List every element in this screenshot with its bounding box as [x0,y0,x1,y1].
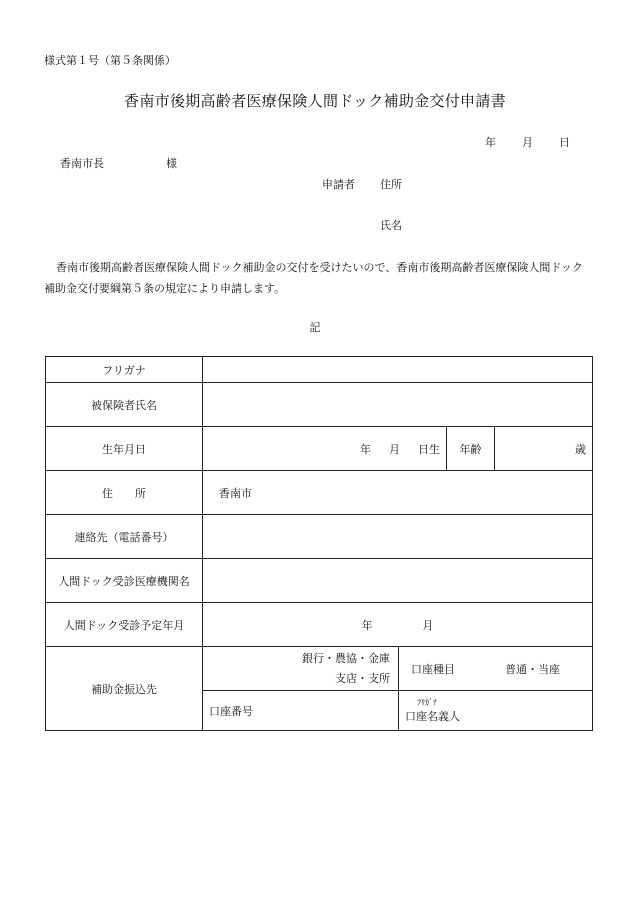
bank-types: 銀行・農協・金庫 [302,651,390,665]
ki-heading: 記 [309,321,321,334]
address-field[interactable] [203,471,593,515]
account-holder-label: 口座名義人 [405,709,460,723]
exam-field[interactable] [203,603,593,647]
dob-day: 日生 [418,442,440,456]
furigana-row [46,357,593,383]
exam-month: 月 [422,618,434,632]
dob-field[interactable] [203,427,447,471]
account-number-field[interactable] [203,691,399,731]
account-type-label: 口座種目 [411,662,455,676]
age-field[interactable] [495,427,593,471]
date-day: 日 [559,136,570,149]
date-year: 年 [485,136,496,149]
applicant-label: 申請者 [322,178,355,191]
exam-row [46,603,593,647]
application-statement: 香南市後期高齢者医療保険人間ドック補助金の交付を受けたいので、香南市後期高齢者医療保険人間ドック補助金交付要綱第５条の規定により申請します。 [44,261,583,295]
insured-name-row [46,383,593,427]
date-month: 月 [522,136,533,149]
furigana-field[interactable] [203,357,593,383]
applicant-name-label: 氏名 [380,219,402,232]
clinic-label: 人間ドック受診医療機関名 [46,559,203,603]
insured-name-label: 被保険者氏名 [46,383,203,427]
dob-label: 生年月日 [46,427,203,471]
insured-name-field[interactable] [203,383,593,427]
contact-label: 連絡先（電話番号） [46,515,203,559]
bank-label: 補助金振込先 [46,647,203,731]
contact-field[interactable] [203,515,593,559]
bank-name-field[interactable] [203,647,399,691]
furigana-label: フリガナ [46,357,203,383]
account-holder-field[interactable] [399,691,593,731]
form-title: 香南市後期高齢者医療保険人間ドック補助金交付申請書 [124,92,506,110]
age-unit: 歳 [575,442,586,456]
age-label: 年齢 [447,427,495,471]
account-holder-kana: ﾌﾘｶﾞﾅ [417,697,437,707]
form-number: 様式第１号（第５条関係） [44,54,176,67]
address-label: 住 所 [46,471,203,515]
addressee-honorific: 様 [166,157,177,170]
bank-row [46,647,593,691]
contact-row [46,515,593,559]
account-type-field[interactable] [399,647,593,691]
clinic-field[interactable] [203,559,593,603]
address-value: 香南市 [219,486,252,500]
applicant-address-label: 住所 [380,178,402,191]
account-number-label: 口座番号 [209,704,253,718]
dob-month: 月 [389,442,400,456]
application-date [485,134,570,150]
address-row [46,471,593,515]
application-table [45,356,593,731]
account-type-value: 普通・当座 [505,662,560,676]
dob-row [46,427,593,471]
exam-year: 年 [361,618,373,632]
exam-label: 人間ドック受診予定年月 [46,603,203,647]
dob-year: 年 [360,442,371,456]
branch-types: 支店・支所 [335,671,390,685]
clinic-row [46,559,593,603]
addressee-mayor: 香南市長 [60,157,104,170]
